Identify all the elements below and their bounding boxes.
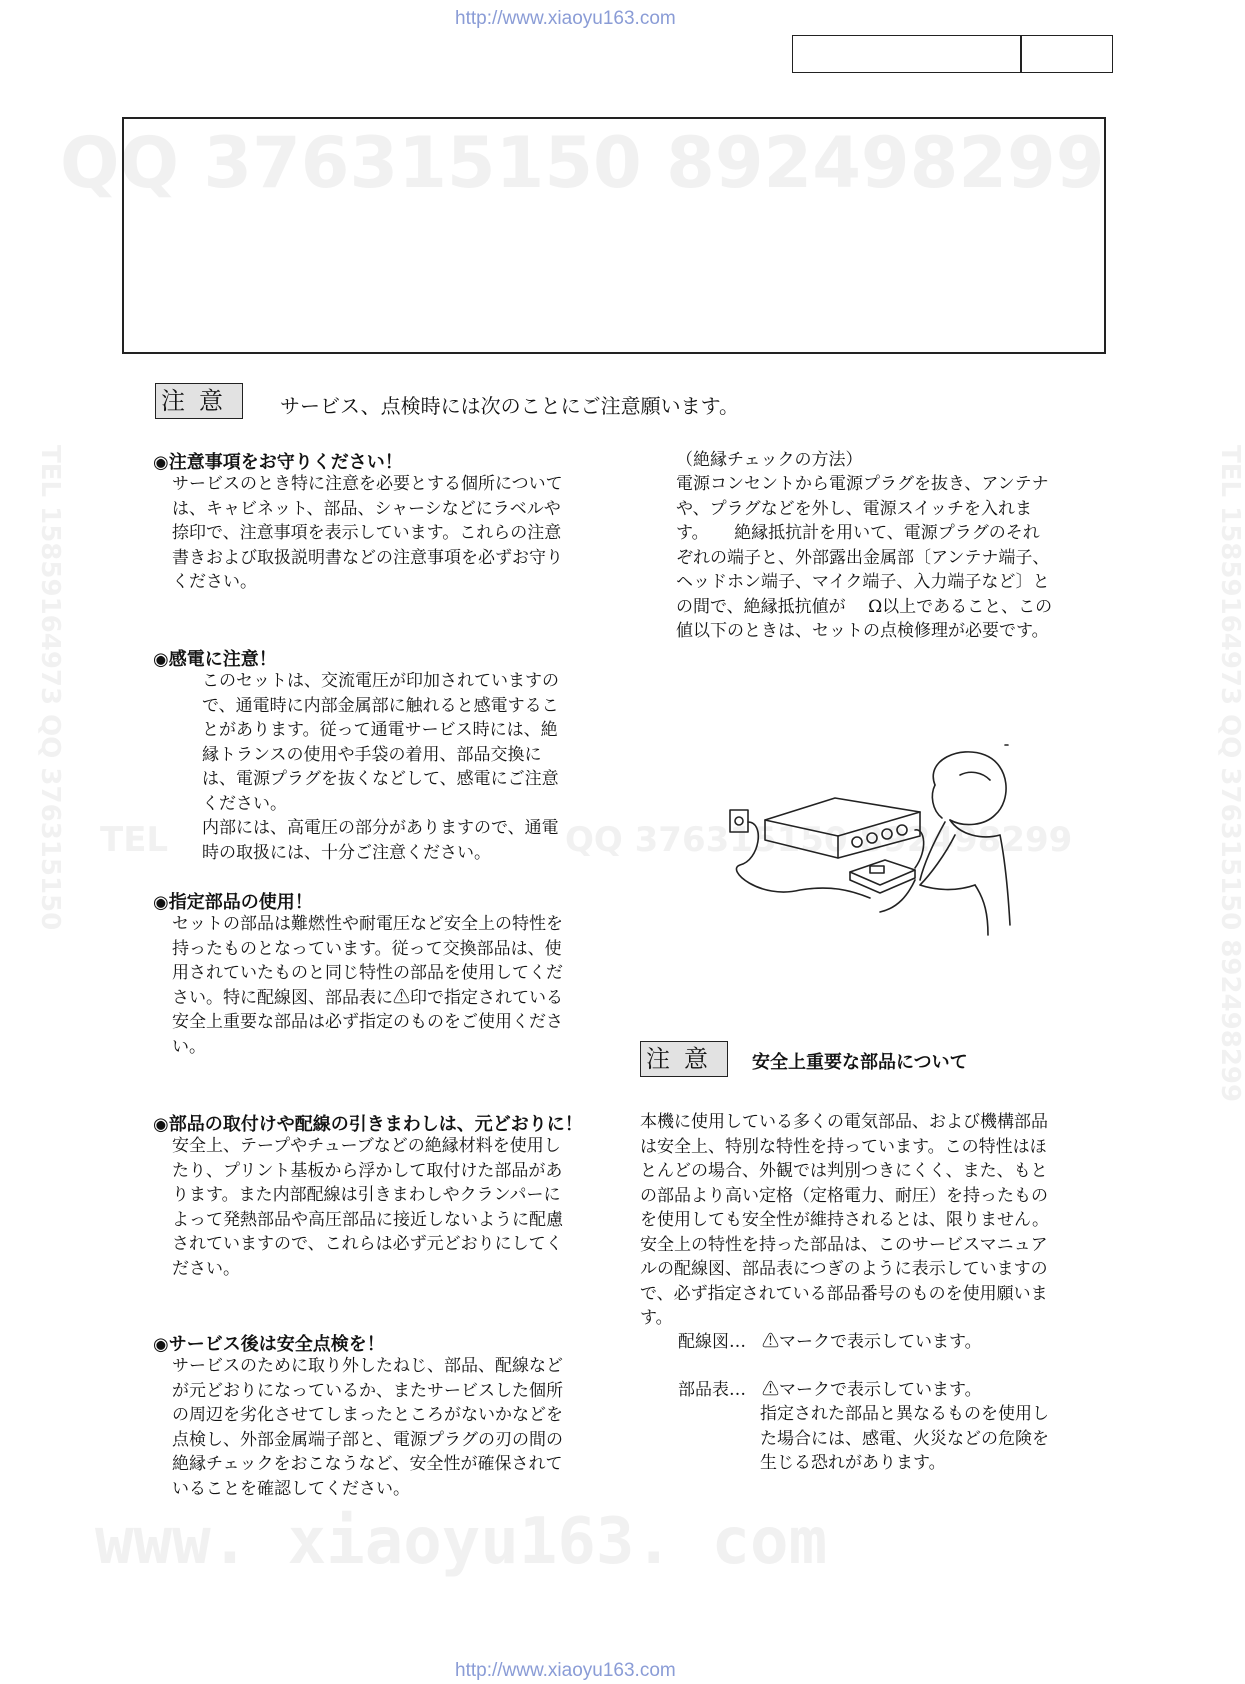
parts-label: 部品表… <box>678 1380 746 1400</box>
watermark-side-right: TEL 15859164973 QQ 376315150 892498299 <box>1215 445 1245 1103</box>
watermark-qq-mid: QQ 376315150 892498299 <box>565 820 1073 860</box>
safety-body: 本機に使用している多くの電気部品、および機構部品 は安全上、特別な特性を持っています。この特性はほ とんどの場合、外観では判別つきにくく、また、もと の部品より高い定格（定格電力、耐圧）を持ったもの を使用しても安全性が維持されるとは、限りません。 安全上の特性を持った部品は、このサービスマニュア ルの配線図、部品表につぎのように表示していますの で、必ず指定されている部品番号のものを使用願いま す。 <box>640 1112 1050 1328</box>
section-body: サービスのために取り外したねじ、部品、配線など が元どおりになっているか、またサービスした個所 の周辺を劣化させてしまったところがないかなどを 点検し、外部金属端子部と、電源プラグの刃の間の 絶縁チェックをおこなうなど、安全性が確保されて いることを確認してください。 <box>172 1356 563 1499</box>
page-code-box <box>792 35 1113 73</box>
watermark-side-left: TEL 15859164973 QQ 376315150 <box>35 445 65 931</box>
section-heading: ◉サービス後は安全点検を！ <box>153 1334 385 1355</box>
notice-frame <box>122 117 1106 354</box>
watermark-site: www. xiaoyu163. com <box>95 1505 828 1579</box>
section-heading: ◉注意事項をお守りください！ <box>153 452 403 473</box>
section-body: セットの部品は難燃性や耐電圧など安全上の特性を 持ったものとなっています。従って交換部品は、使 用されていたものと同じ特性の部品を使用してくだ さい。特に配線図、部品表に⚠印で指定されている 安全上重要な部品は必ず指定のものをご使用くださ い。 <box>172 914 563 1057</box>
caution-title: サービス、点検時には次のことにご注意願います。 <box>280 394 739 418</box>
parts-warning: 指定された部品と異なるものを使用し た場合には、感電、火災などの危険を 生じる恐れがあります。 <box>760 1404 1049 1473</box>
check-body: 電源コンセントから電源プラグを抜き、アンテナ や、プラグなどを外し、電源スイッチを入れま す。 絶縁抵抗計を用いて、電源プラグのそれ ぞれの端子と、外部露出金属部〔アンテナ端子、 ヘッドホン端子、マイク端子、入力端子など〕と の間で、絶縁抵抗値が Ω以上であること、この 値以下のときは、セットの点検修理が必要です。 <box>676 474 1053 641</box>
caution-tag: 注意 <box>640 1041 728 1077</box>
parts-text: ⚠マークで表示しています。 <box>762 1380 982 1400</box>
section-body: サービスのとき特に注意を必要とする個所について は、キャビネット、部品、シャーシなどにラベルや 捺印で、注意事項を表示しています。これらの注意 書きおよび取扱説明書などの注意事項を必ずお守り ください。 <box>172 474 563 592</box>
footer-url[interactable]: http://www.xiaoyu163.com <box>455 1660 676 1681</box>
caution-title: 安全上重要な部品について <box>752 1052 968 1073</box>
section-heading: ◉指定部品の使用！ <box>153 892 313 913</box>
insulation-check-illustration <box>720 740 1020 940</box>
section-body: 安全上、テープやチューブなどの絶縁材料を使用し たり、プリント基板から浮かして取付けた部品があ ります。また内部配線は引きまわしやクランパーに よって発熱部品や高圧部品に接近しないように配慮 されていますので、これらは必ず元どおりにしてく ださい。 <box>172 1136 563 1279</box>
section-body: このセットは、交流電圧が印加されていますの で、通電時に内部金属部に触れると感電するこ とがあります。従って通電サービス時には、絶 縁トランスの使用や手袋の着用、部品交換に は、電源プラグを抜くなどして、感電にご注意 ください。 内部には、高電圧の部分がありますので、通電 時の取扱には、十分ご注意ください。 <box>202 671 559 863</box>
check-title: （絶縁チェックの方法） <box>676 450 863 470</box>
watermark-qq: QQ 376315150 892498299 <box>60 122 1105 204</box>
watermark-tel: TEL <box>100 820 169 860</box>
wiring-label: 配線図… <box>678 1332 746 1352</box>
section-heading: ◉感電に注意！ <box>153 649 277 670</box>
section-heading: ◉部品の取付けや配線の引きまわしは、元どおりに！ <box>153 1114 583 1135</box>
header-url[interactable]: http://www.xiaoyu163.com <box>455 8 676 29</box>
page-code-divider <box>1020 36 1022 72</box>
wiring-text: ⚠マークで表示しています。 <box>762 1332 982 1352</box>
caution-tag: 注意 <box>155 383 243 419</box>
